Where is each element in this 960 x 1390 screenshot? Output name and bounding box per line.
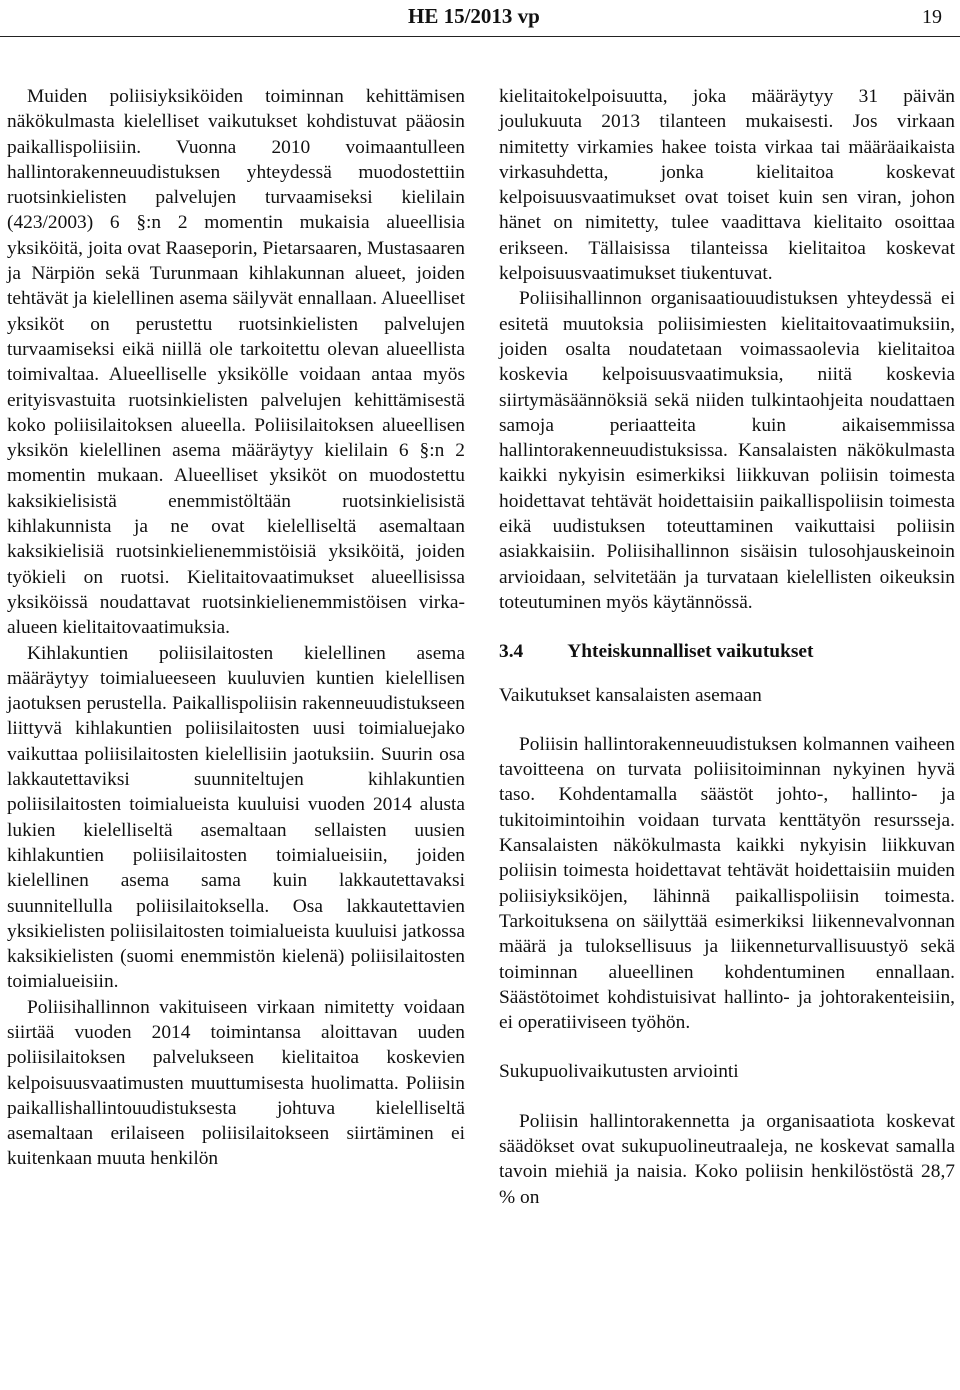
paragraph: Poliisin hallintorakenneuudistuksen kolmannen vaiheen tavoitteena on turvata poliisitoiminnan nykyinen hyvä taso. Kohdentamalla säästöt johto-, hallinto- ja tukitoimintoihin voidaan turvata kenttätyön resursseja. Kansalaisten näkökulmasta kaikki nykyisin liikkuvan poliisin toimesta hoidettavat tehtävät hoidettaisiin muiden poliisiyksiköjen, lähinnä paikallispoliisin toimesta. Tarkoituksena on säilyttää esimerkiksi liikennevalvonnan määrä ja tuloksellisuus ja liikenneturvallisuustyö sekä toiminnan alueellinen kohdentuminen ennallaan. Säästötoimet kohdistuisivat hallinto- ja johtorakenteisiin, ei operatiiviseen työhön. [499, 733, 955, 1034]
right-column [499, 84, 955, 1210]
document-title: HE 15/2013 vp [408, 4, 540, 28]
subheading: Sukupuolivaikutusten arviointi [499, 1061, 739, 1083]
section-number: 3.4 [499, 641, 524, 663]
section-title: Yhteiskunnalliset vaikutukset [567, 641, 814, 663]
paragraph: Poliisin hallintorakennetta ja organisaatiota koskevat säädökset ovat sukupuolineutraaleja, ne koskevat samalla tavoin miehiä ja naisia. Koko poliisin henkilöstöstä 28,7 % on [499, 1110, 955, 1208]
page-header [0, 0, 960, 40]
page-number: 19 [922, 6, 942, 28]
subheading: Vaikutukset kansalaisten asemaan [499, 684, 762, 706]
paragraph: Kihlakuntien poliisilaitosten kielellinen asema määräytyy toimialueeseen kuuluvien kuntien kielellisen jaotuksen perustella. Paikallispoliisin rakenneuudistukseen liittyvä kihlakuntien poliisilaitosten uusi toimialuejako vaikuttaa poliisilaitosten kielellisiin jaotuksiin. Suurin osa lakkautettaviksi suunniteltujen kihlakuntien poliisilaitosten toimialueista kuuluisi vuoden 2014 alusta lukien kielelliseltä asemaltaan sellaisten uusien kihlakuntien poliisilaitosten toimialueisiin, joiden kielellinen asema sama kuin lakkautettavaksi suunnitellulla poliisilaitoksella. Osa lakkautettavien yksikielisten poliisilaitosten toimialueista kuuluisi jatkossa kaksikielisten (suomi enemmistön kielenä) poliisilaitosten toimialueisiin. [7, 642, 465, 993]
paragraph: Poliisihallinnon organisaatiouudistuksen yhteydessä ei esitetä muutoksia poliisimiesten kielitaitovaatimuksiin, joiden osalta noudatetaan voimassaolevia kielitaitoa koskevia kelpoisuusvaatimuksia, niitä koskevia siirtymäsäännöksiä sekä niiden tulkintaohjeita noudattaen samoja periaatteita kuin aikaisemmissa hallintorakenneuudistuksissa. Kansalaisten näkökulmasta kaikki nykyisin esimerkiksi liikkuvan poliisin toimesta hoidettavat tehtävät hoidettaisiin paikallispoliisin toimesta eikä uudistuksen toteuttaminen vaikuttaisi poliisin asiakkaisiin. Poliisihallinnon sisäisin tulosohjauskeinoin arvioidaan, selvitetään ja turvataan kielellisten oikeuksin toteutuminen myös käytännössä. [499, 288, 955, 613]
paragraph: Poliisihallinnon vakituiseen virkaan nimitetty voidaan siirtää vuoden 2014 toimintansa aloittavan uuden poliisilaitoksen palvelukseen kielitaitoa koskevien kelpoisuusvaatimusten muuttumisesta huolimatta. Poliisin paikallishallintouudistuksesta johtuva kielelliseltä asemaltaan erilaiseen poliisilaitokseen siirtäminen ei kuitenkaan muuta henkilön [7, 996, 465, 1170]
section-heading [499, 639, 955, 664]
left-column [7, 84, 465, 1172]
paragraph: Muiden poliisiyksiköiden toiminnan kehittämisen näkökulmasta kielelliset vaikutukset kohdistuvat pääosin paikallispoliisiin. Vuonna 2010 voimaantulleen hallintorakenneuudistuksen yhteydessä muodostettiin ruotsinkielisten palvelujen turvaamiseksi kielilain (423/2003) 6 §:n 2 momentin mukaisia alueellisia yksiköitä, joita ovat Raaseporin, Pietarsaaren, Mustasaaren ja Närpiön sekä Turunmaan kihlakunnan alueet, joiden tehtävät ja kielellinen asema säilyvät ennallaan. Alueelliset yksiköt on perustettu ruotsinkielisten palvelujen turvaamiseksi eikä niillä ole tarkoitettu olevan alueellista toimivaltaa. Alueelliselle yksikölle voidaan antaa myös erityisvastuita ruotsinkielisten palvelujen kehittämisestä koko poliisilaitoksen alueella. Poliisilaitoksen alueellisen yksikön kielellinen asema määräytyy kielilain 6 §:n 2 momentin mukaan. Alueelliset yksiköt on muodostettu kaksikielisistä enemmistöltään ruotsinkielisistä kihlakunnista ja ne ovat kielelliseltä asemaltaan kaksikielisiä ruotsinkielienemmistöisiä yksiköitä, joiden työkieli on ruotsi. Kielitaitovaatimukset alueellisissa yksiköissä noudattavat ruotsinkielienemmistöisen virka-alueen kielitaitovaatimuksia. [7, 86, 465, 639]
paragraph: kielitaitokelpoisuutta, joka määräytyy 31 päivän joulukuuta 2013 tilanteen mukaisesti. Jos virkaan nimitetty virkamies hakee toista virkaa tai määräaikaista virkasuhdetta, jonka kielitaitoa koskevat kelpoisuusvaatimukset ovat toiset kuin sen viran, johon hänet on nimitetty, tulee vaadittava kielitaito osoittaa erikseen. Tällaisissa tilanteissa kielitaitoa koskevat kelpoisuusvaatimukset tiukentuvat. [499, 86, 955, 285]
header-divider [0, 36, 960, 37]
